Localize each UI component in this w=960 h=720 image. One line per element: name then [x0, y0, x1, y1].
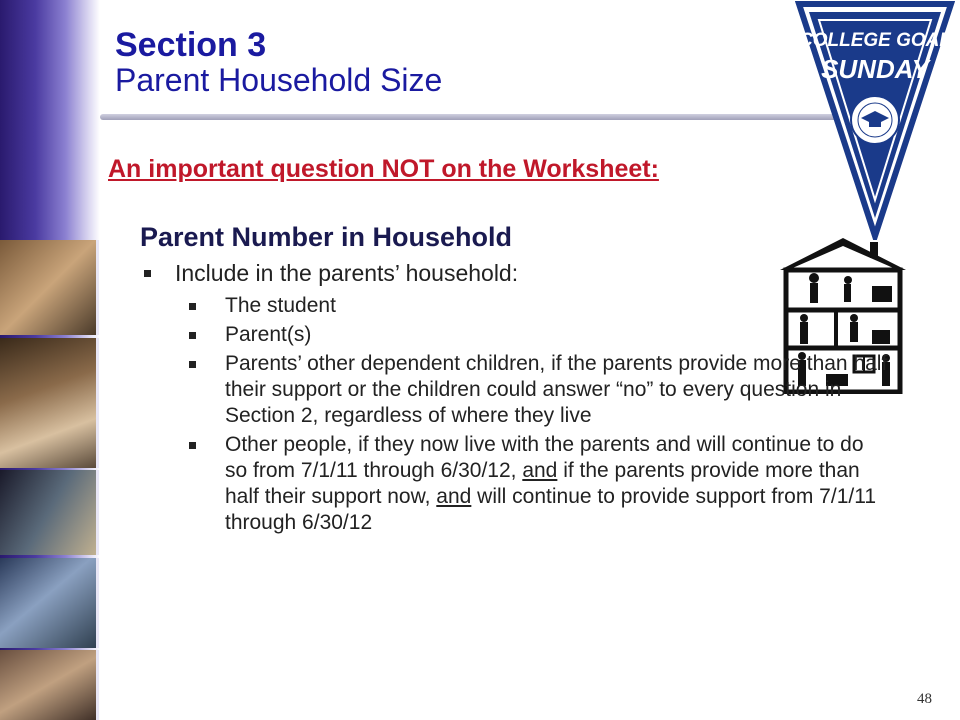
- page-number: 48: [917, 691, 932, 707]
- square-bullet-icon: [189, 303, 196, 310]
- square-bullet-icon: [189, 361, 196, 368]
- other-people-text-part1: Other people, if they now live with the parents and will continue to do so from 7/1/11 through 6/30/12,: [225, 433, 864, 482]
- left-decorative-strip: [0, 0, 100, 720]
- sub-bullet-student-text: The student: [225, 294, 336, 317]
- photo-campus-building: [0, 470, 99, 555]
- slide-content: [140, 222, 890, 539]
- bullet-include-household-text: Include in the parents’ household:: [175, 260, 519, 286]
- title-divider: [100, 114, 860, 120]
- sub-bullet-student: [225, 293, 890, 319]
- photo-computer-lab: [0, 650, 99, 720]
- bullet-include-household: [140, 259, 890, 287]
- other-people-and-2: and: [436, 485, 472, 508]
- photo-students-studying: [0, 240, 99, 335]
- title-section: Section 3: [115, 26, 267, 64]
- worksheet-note: An important question NOT on the Worksheet:: [108, 155, 659, 183]
- square-bullet-icon: [189, 332, 196, 339]
- sub-bullet-dependent-children: [225, 351, 890, 429]
- other-people-text-part2: if the parents provide more than half their support now,: [225, 459, 860, 508]
- other-people-and-1: and: [522, 459, 558, 482]
- pennant-logo-icon: [795, 0, 955, 240]
- title-topic: Parent Household Size: [115, 62, 443, 98]
- content-heading: Parent Number in Household: [140, 222, 513, 252]
- square-bullet-icon: [144, 270, 151, 277]
- slide-title: [115, 28, 442, 98]
- photo-graduation-caps: [0, 558, 99, 648]
- photo-students-group: [0, 338, 99, 468]
- sub-bullet-parents-text: Parent(s): [225, 323, 312, 346]
- logo-text-sunday: SUNDAY: [821, 54, 929, 84]
- sub-bullet-other-people: [225, 432, 885, 536]
- sub-bullet-parents: [225, 322, 890, 348]
- other-people-text-part3: will continue to provide support from 7/1/11 through 6/30/12: [225, 485, 877, 534]
- sub-bullet-dependent-children-text: Parents’ other dependent children, if the parents provide more than half their support or the children could answer “no” to every question in Section 2, regardless of where they live: [225, 352, 888, 427]
- logo-text-college-goal: COLLEGE GOAL: [799, 30, 951, 51]
- square-bullet-icon: [189, 442, 196, 449]
